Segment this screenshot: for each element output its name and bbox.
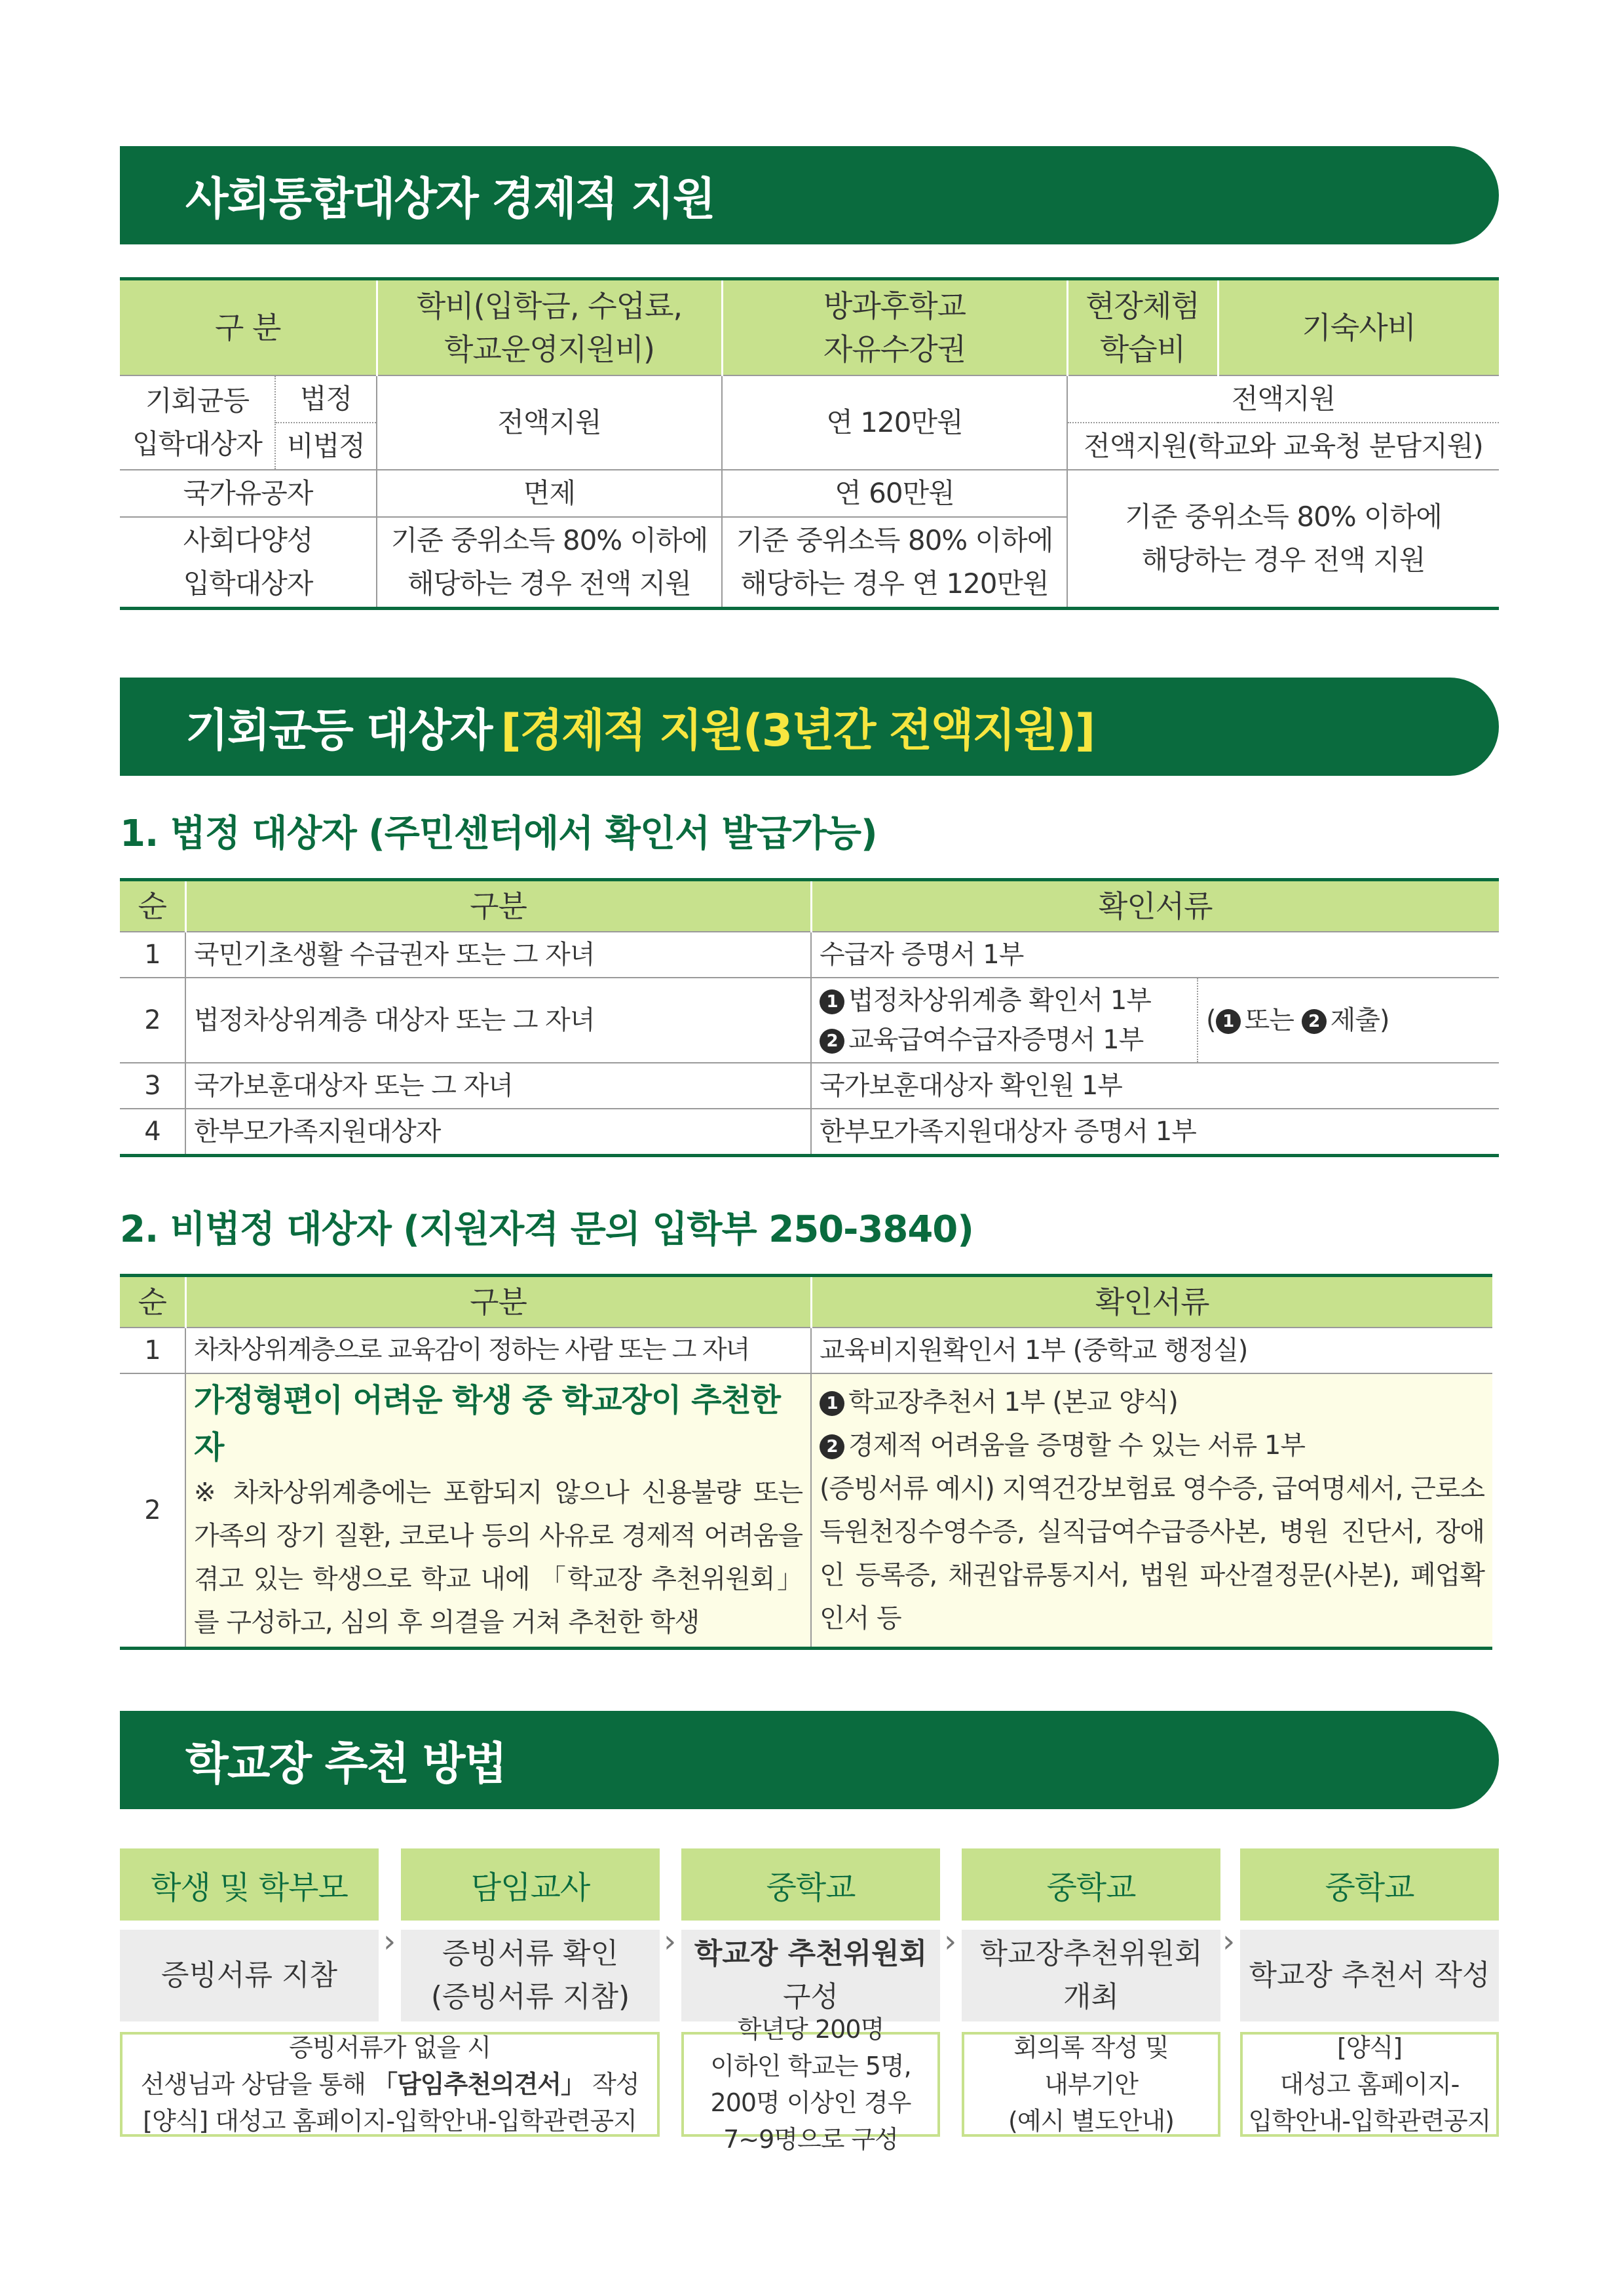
nonlegal-row-2 [120, 1373, 1492, 1649]
legal-row-4-type: 한부모가족지원대상자 [185, 1109, 811, 1156]
nonlegal-h-no: 순 [120, 1276, 185, 1328]
header-tuition [377, 279, 722, 376]
flow-step-4 [962, 1930, 1220, 2021]
div-tuition-l1: 기준 중위소득 80% 이하에 [390, 524, 708, 556]
legal-row-2 [120, 978, 1499, 1063]
legal-row-2-doc1-text: 법정차상위계층 확인서 1부 [848, 985, 1151, 1016]
header-afterschool-l1: 방과후학교 [823, 288, 966, 324]
flow-note-2-l1: 학년당 200명 [737, 2015, 884, 2044]
header-afterschool-l2: 자유수강권 [823, 332, 966, 367]
nonlegal-row-1-doc: 교육비지원확인서 1부 (중학교 행정실) [811, 1328, 1492, 1373]
legal-row-4 [120, 1109, 1499, 1156]
legal-row-3-type: 국가보훈대상자 또는 그 자녀 [185, 1063, 811, 1109]
div-after-l2: 해당하는 경우 연 120만원 [740, 567, 1049, 600]
header-field-l2: 학습비 [1099, 332, 1186, 367]
or-mid: 또는 [1244, 1005, 1294, 1035]
or-post: 제출) [1330, 1005, 1389, 1035]
flow-head-1: 학생 및 학부모 [120, 1848, 379, 1921]
div-tuition-l2: 해당하는 경우 전액 지원 [407, 567, 691, 600]
header-dorm: 기숙사비 [1302, 310, 1416, 345]
nonlegal-table-header [120, 1276, 1492, 1328]
flow-step-5-l1: 학교장 추천서 작성 [1249, 1959, 1490, 1992]
flow-note-2-l3: 200명 이상인 경우 [710, 2088, 911, 2117]
header-field [1067, 279, 1218, 376]
flow-note-3 [962, 2032, 1220, 2137]
opp-tuition: 전액지원 [377, 375, 722, 470]
flow-note-1-l2-post: 작성 [585, 2070, 639, 2099]
row-merit [120, 470, 1499, 517]
nonlegal-label: 비법정 [275, 423, 377, 470]
legal-h-no: 순 [120, 880, 185, 932]
flow-step-1-l1: 증빙서류 지참 [161, 1959, 337, 1992]
flow-step-4-l1: 학교장추천위원회 [979, 1937, 1203, 1970]
legal-row-2-doc2-text: 교육급여수급자증명서 1부 [848, 1025, 1144, 1055]
section1-banner [120, 146, 1499, 244]
row-opportunity-legal [120, 375, 1499, 423]
legal-row-1 [120, 932, 1499, 978]
flow-step-2-l1: 증빙서류 확인 [442, 1937, 618, 1970]
nonlegal-row-2-doc2-text: 경제적 어려움을 증명할 수 있는 서류 1부 [848, 1430, 1305, 1461]
legal-row-3-no: 3 [120, 1063, 185, 1109]
nonlegal-row-2-doc2 [820, 1424, 1484, 1467]
flow-step-1 [120, 1930, 379, 2021]
flow-note-3-l3: (예시 별도안내) [1008, 2107, 1174, 2135]
flow-note-4-l2: 대성고 홈페이지- [1279, 2070, 1460, 2099]
circle-one-icon: 1 [820, 989, 844, 1014]
header-category: 구 분 [120, 279, 377, 376]
legal-row-2-doc1 [820, 981, 1189, 1020]
circle-one-icon: 1 [1216, 1009, 1241, 1034]
div-field [1067, 470, 1499, 609]
nonlegal-row-2-doc3: (증빙서류 예시) 지역건강보험료 영수증, 급여명세서, 근로소득원천징수영수증, 실직급여수급증사본, 병원 진단서, 장애인 등록증, 채권압류통지서, 법원 파산결정문(사본), 폐업확인서 등 [820, 1474, 1484, 1634]
flow-step-3-l2: 구성 [782, 1980, 839, 2014]
flow-note-2-l4: 7~9명으로 구성 [723, 2125, 898, 2154]
legal-row-2-or [1198, 978, 1499, 1063]
flow-step-4-l2: 개최 [1063, 1980, 1119, 2014]
header-tuition-l1: 학비(입학금, 수업료, [416, 288, 683, 324]
nonlegal-h-type: 구분 [185, 1276, 811, 1328]
flow-note-1-l1: 증빙서류가 없을 시 [289, 2033, 491, 2062]
div-after-l1: 기준 중위소득 80% 이하에 [736, 524, 1053, 556]
nonlegal-row-1-no: 1 [120, 1328, 185, 1373]
flow-step-2-l2: (증빙서류 지참) [430, 1980, 630, 2014]
circle-two-icon: 2 [1302, 1009, 1327, 1034]
flow-note-1 [120, 2032, 660, 2137]
nonlegal-h-doc: 확인서류 [1095, 1284, 1209, 1320]
section3-banner [120, 1711, 1499, 1809]
div-label-l2: 입학대상자 [183, 567, 313, 600]
chevron-right-icon: › [1222, 1923, 1236, 1960]
nonlegal-row-2-title: 가정형편이 어려운 학생 중 학교장이 추천한 자 [194, 1382, 781, 1466]
flow-head-4: 중학교 [962, 1848, 1220, 1921]
merit-label: 국가유공자 [120, 470, 377, 517]
nonlegal-row-1 [120, 1328, 1492, 1373]
flow-note-2-l2: 이하인 학교는 5명, [710, 2052, 911, 2080]
flow-note-3-l1: 회의록 작성 및 [1013, 2033, 1169, 2062]
div-label [120, 517, 377, 609]
flow-step-3 [681, 1930, 940, 2021]
flow-note-4-l3: 입학안내-입학관련공지 [1248, 2107, 1491, 2135]
support-table-header [120, 279, 1499, 376]
legal-h-doc: 확인서류 [1098, 889, 1213, 924]
chevron-right-icon: › [383, 1923, 396, 1960]
flow-note-1-l2-bold: 「담임추천의견서」 [373, 2070, 586, 2099]
section2-accent: [경제적 지원(3년간 전액지원)] [500, 704, 1095, 757]
nonlegal-row-1-type: 차차상위계층으로 교육감이 정하는 사람 또는 그 자녀 [185, 1328, 811, 1373]
legal-row-3 [120, 1063, 1499, 1109]
div-after [722, 517, 1067, 609]
or-pre: ( [1206, 1005, 1216, 1035]
legal-table [120, 878, 1499, 1157]
flow-head-2: 담임교사 [401, 1848, 660, 1921]
flow-note-4-l1: [양식] [1336, 2033, 1403, 2062]
div-label-l1: 사회다양성 [183, 524, 313, 556]
legal-row-2-no: 2 [120, 978, 185, 1063]
legal-h-type: 구분 [185, 880, 811, 932]
opp-label-l2: 입학대상자 [132, 428, 262, 460]
circle-two-icon: 2 [820, 1434, 844, 1459]
nonlegal-row-2-docs [811, 1373, 1492, 1649]
legal-row-1-doc: 수급자 증명서 1부 [811, 932, 1499, 978]
opp-field-legal: 전액지원 [1067, 375, 1499, 423]
legal-row-2-docs [811, 978, 1198, 1063]
div-tuition [377, 517, 722, 609]
section2-banner [120, 678, 1499, 776]
opp-after: 연 120만원 [722, 375, 1067, 470]
legal-label: 법정 [275, 375, 377, 423]
legal-row-2-doc2 [820, 1020, 1189, 1060]
chevron-right-icon: › [664, 1923, 677, 1960]
nonlegal-row-2-note: ※ 차차상위계층에는 포함되지 않으나 신용불량 또는 가족의 장기 질환, 코로나 등의 사유로 경제적 어려움을 겪고 있는 학생으로 학교 내에 「학교장 추천위원회」를 구성하고, 심의 후 의결을 거쳐 추천한 학생 [194, 1478, 803, 1637]
div-field-l2: 해당하는 경우 전액 지원 [1141, 544, 1426, 576]
legal-row-4-no: 4 [120, 1109, 185, 1156]
flow-step-5 [1240, 1930, 1499, 2021]
nonlegal-row-2-type [185, 1373, 811, 1649]
merit-after: 연 60만원 [722, 470, 1067, 517]
flow-step-2 [401, 1930, 660, 2021]
nonlegal-subtitle: 2. 비법정 대상자 (지원자격 문의 입학부 250-3840) [120, 1208, 973, 1251]
support-table [120, 277, 1499, 610]
flow-head-5: 중학교 [1240, 1848, 1499, 1921]
opp-field-nonlegal: 전액지원(학교와 교육청 분담지원) [1084, 430, 1483, 462]
circle-one-icon: 1 [820, 1391, 844, 1416]
flow-note-1-l2-pre: 선생님과 상담을 통해 [140, 2070, 373, 2099]
legal-row-1-type: 국민기초생활 수급권자 또는 그 자녀 [185, 932, 811, 978]
div-field-l1: 기준 중위소득 80% 이하에 [1125, 501, 1442, 533]
opp-label-l1: 기회균등 [145, 385, 250, 417]
flow-note-4 [1240, 2032, 1499, 2137]
nonlegal-row-2-no: 2 [120, 1373, 185, 1649]
legal-row-4-doc: 한부모가족지원대상자 증명서 1부 [811, 1109, 1499, 1156]
legal-row-1-no: 1 [120, 932, 185, 978]
nonlegal-row-2-doc1 [820, 1381, 1484, 1424]
legal-subtitle: 1. 법정 대상자 (주민센터에서 확인서 발급가능) [120, 813, 877, 855]
flow-note-2 [681, 2015, 940, 2154]
nonlegal-row-2-doc1-text: 학교장추천서 1부 (본교 양식) [848, 1387, 1178, 1417]
chevron-right-icon: › [944, 1923, 957, 1960]
flow-note-1-l3: [양식] 대성고 홈페이지-입학안내-입학관련공지 [143, 2107, 637, 2135]
flow-step-3-l1: 학교장 추천위원회 [694, 1937, 928, 1970]
nonlegal-table [120, 1274, 1492, 1650]
legal-table-header [120, 880, 1499, 932]
section2-title: 기회균등 대상자 [185, 704, 492, 757]
section3-title: 학교장 추천 방법 [185, 1738, 506, 1790]
flow-head-3: 중학교 [681, 1848, 940, 1921]
legal-row-3-doc: 국가보훈대상자 확인원 1부 [811, 1063, 1499, 1109]
merit-tuition: 면제 [377, 470, 722, 517]
flow-note-1-l2 [140, 2066, 639, 2103]
legal-row-2-type: 법정차상위계층 대상자 또는 그 자녀 [185, 978, 811, 1063]
header-field-l1: 현장체험 [1086, 288, 1199, 324]
header-afterschool [722, 279, 1067, 376]
flow-note-3-l2: 내부기안 [1044, 2070, 1138, 2099]
header-tuition-l2: 학교운영지원비) [444, 332, 654, 367]
opp-label [120, 375, 275, 470]
circle-two-icon: 2 [820, 1029, 844, 1054]
section1-title: 사회통합대상자 경제적 지원 [185, 173, 715, 225]
